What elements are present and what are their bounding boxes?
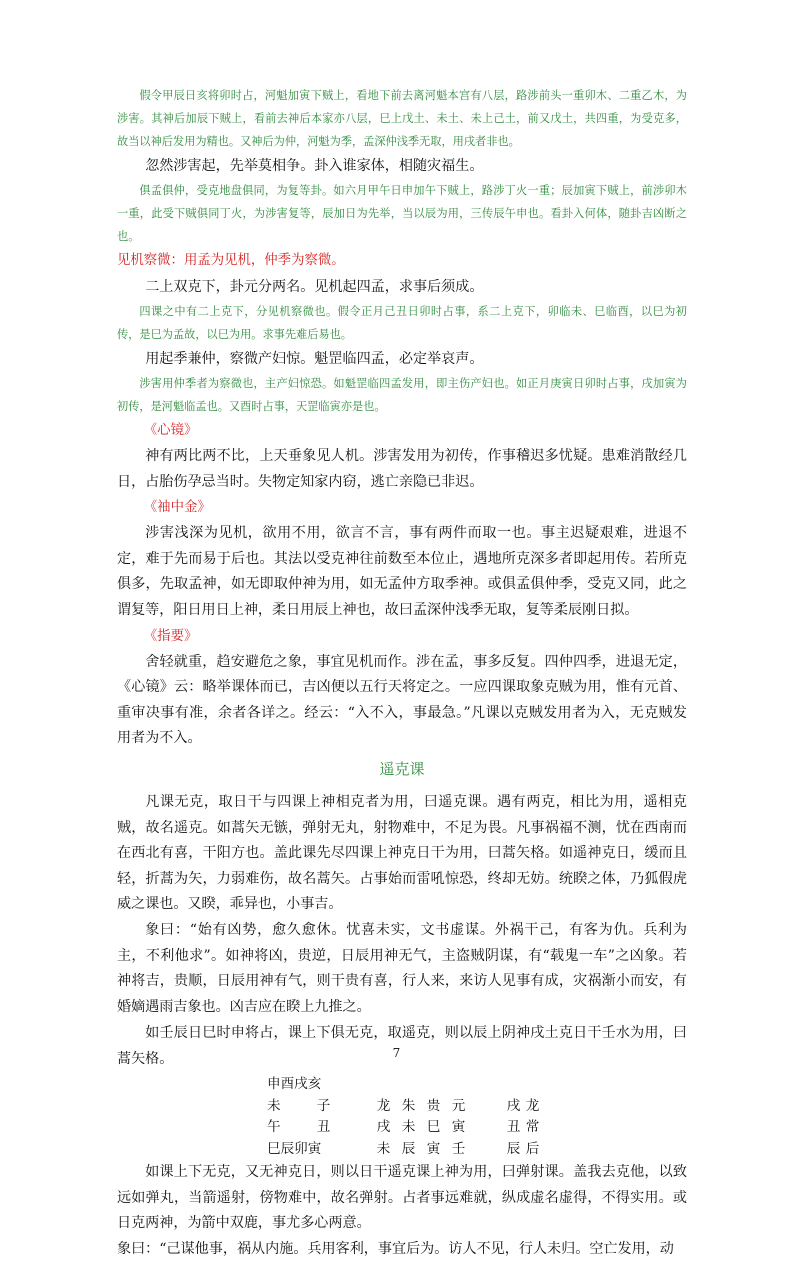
paragraph: 四课之中有二上克下，分见机察微也。假令正月己丑日卯时占事，系二上克下，卯临未、巳临酉，以巳为初传，是巳为孟故，以巳为用。求事先难后易也。 [117,305,687,341]
paragraph: 舍轻就重，趋安避危之象，事宜见机而作。涉在孟，事多反复。四仲四季，进退无定，《心镜》云：略举课体而已，吉凶便以五行天将定之。一应四课取象克贼为用，惟有元首、重审决事有准，余者各详之。经云：“入不入，事最急。”凡课以克贼发用者为入，无克贼发用者为不入。 [117,653,687,747]
table-cell: 龙 [525,1097,540,1114]
paragraph: 神有两比两不比，上天垂象见人机。涉害发用为初传，作事稽迟多忧疑。患难消散经几日，占胎伤孕忌当时。失物定知家内窃，逃亡亲隐已非迟。 [117,448,687,490]
heading: 《袖中金》 [143,500,211,516]
table-cell: 巳辰卯寅 [267,1140,322,1157]
paragraph: 忽然涉害起，先举莫相争。卦入谁家体，相随灾福生。 [145,158,484,174]
paragraph: 涉害用仲季者为察微也，主产妇惊恐。如魁罡临四孟发用，即主伤产妇也。如正月庚寅日卯时占事，戌加寅为初传，是河魁临孟也。又酉时占事，天罡临寅亦是也。 [117,377,687,413]
table-cell: 贵 [426,1097,441,1114]
paragraph: 如壬辰日巳时申将占，课上下俱无克，取遥克，则以辰上阴神戌土克日干壬水为用，曰蒿矢格。 [117,1025,687,1068]
table-cell: 寅 [451,1119,466,1136]
section-title: 遥克课 [379,759,425,778]
page-content [117,84,687,1263]
heading: 《指要》 [143,628,198,644]
table-row [267,1139,687,1161]
paragraph: 凡课无克，取日干与四课上神相克者为用，曰遥克课。遇有两克，相比为用，遥相克贼，故名遥克。如蒿矢无镞，弹射无丸，射物难中，不足为畏。凡事祸福不测，忧在西南而在西北有喜，干阳方也。盖此课先尽四课上神克日干为用，曰蒿矢格。如遥神克日，缓而且轻，折蒿为矢，力弱难伤，故名蒿矢。占事始而雷吼惊恐，终却无妨。统睽之体，乃狐假虎威之课也。又睽，乖异也，小事吉。 [117,793,687,913]
table-cell: 辰 [506,1140,521,1157]
page-number: 7 [392,1046,401,1060]
table-row [267,1096,687,1118]
table-cell: 未 [401,1119,416,1136]
table-row [267,1074,687,1096]
paragraph: 象曰：“始有凶势，愈久愈休。忧喜未实，文书虚谋。外祸干己，有客为仇。兵利为主，不利他求”。如神将凶，贵逆，日辰用神无气，主盗贼阴谋，有“载鬼一车”之凶象。若神将吉，贵顺，日辰用神有气，则干贵有喜，行人来，来访人见事有成，灾祸渐小而安，有婚嫡遇雨吉象也。凶吉应在睽上九推之。 [117,921,687,1015]
paragraph: 二上双克下，卦元分两名。见机起四孟，求事后须成。 [145,279,484,295]
table-cell: 龙 [376,1097,391,1114]
text-body [117,84,687,1072]
table-cell: 常 [525,1119,540,1136]
table-cell: 朱 [401,1097,416,1114]
paragraph: 象曰：“己谋他事，祸从内施。兵用客利，事宜后为。访人不见，行人未归。空亡发用，动 [117,1241,674,1258]
table-cell: 巳 [426,1119,441,1136]
table-cell: 辰 [401,1140,416,1157]
paragraph: 假令甲辰日亥将卯时占，河魁加寅下贼上，看地下前去离河魁本宫有八层，路涉前头一重卯木、二重乙木，为涉害。其神后加辰下贼上，看前去神后本家亦八层，巳上戊土、未土、未上己土，前又戊土，共四重，为受克多，故当以神后发用为精也。又神后为仲，河魁为季，孟深仲浅季无取，用戌者非也。 [117,89,687,148]
table-row [267,1117,687,1139]
table-cell: 子 [316,1097,331,1114]
paragraph: 涉害浅深为见机，欲用不用，欲言不言，事有两件而取一也。事主迟疑艰难，进退不定，难于先而易于后也。其法以受克神往前数至本位止，遇地所克深多者即起用传。若所克俱多，先取孟神，如无即取仲神为用，如无孟仲方取季神。或俱孟俱仲季，受克又同，此之谓复等，阳日用日上神，柔日用辰上神也，故曰孟深仲浅季无取，复等柔辰刚日拟。 [117,525,687,618]
table-cell: 壬 [451,1140,466,1157]
text-body-continued [117,1160,687,1262]
table-cell: 丑 [316,1119,331,1136]
table-cell: 午 [267,1119,281,1136]
heading: 《心镜》 [143,423,198,438]
table-cell: 未 [267,1097,281,1114]
heading: 见机察微：用孟为见机，仲季为察微。 [117,253,345,268]
table-cell: 申酉戌亥 [267,1076,322,1093]
table-cell: 丑 [506,1119,521,1136]
table-cell: 戌 [506,1097,521,1114]
table-cell: 未 [376,1140,391,1157]
table-cell: 元 [451,1097,466,1114]
table-cell: 戌 [376,1119,391,1136]
table-cell: 寅 [426,1140,441,1157]
paragraph: 俱孟俱仲，受克地盘俱同，为复等卦。如六月甲午日申加午下贼上，路涉丁火一重；辰加寅下贼上，前涉卯木一重，此受下贼俱同丁火，为涉害复等，辰加日为先举，当以辰为用，三传辰午申也。看卦入何体，随卦吉凶断之也。 [117,184,687,243]
paragraph: 用起季兼仲，察微产妇惊。魁罡临四孟，必定举哀声。 [145,351,484,367]
table-cell: 后 [525,1140,540,1157]
paragraph: 如课上下无克，又无神克日，则以日干遥克课上神为用，曰弹射课。盖我去克他，以致远如弹丸，当箭遥射，傍物难中，故名弹射。占者事远难就，纵成虚名虚得，不得实用。或日克两神，为箭中双鹿，事尤多心两意。 [117,1164,687,1232]
lesson-table [267,1074,687,1160]
